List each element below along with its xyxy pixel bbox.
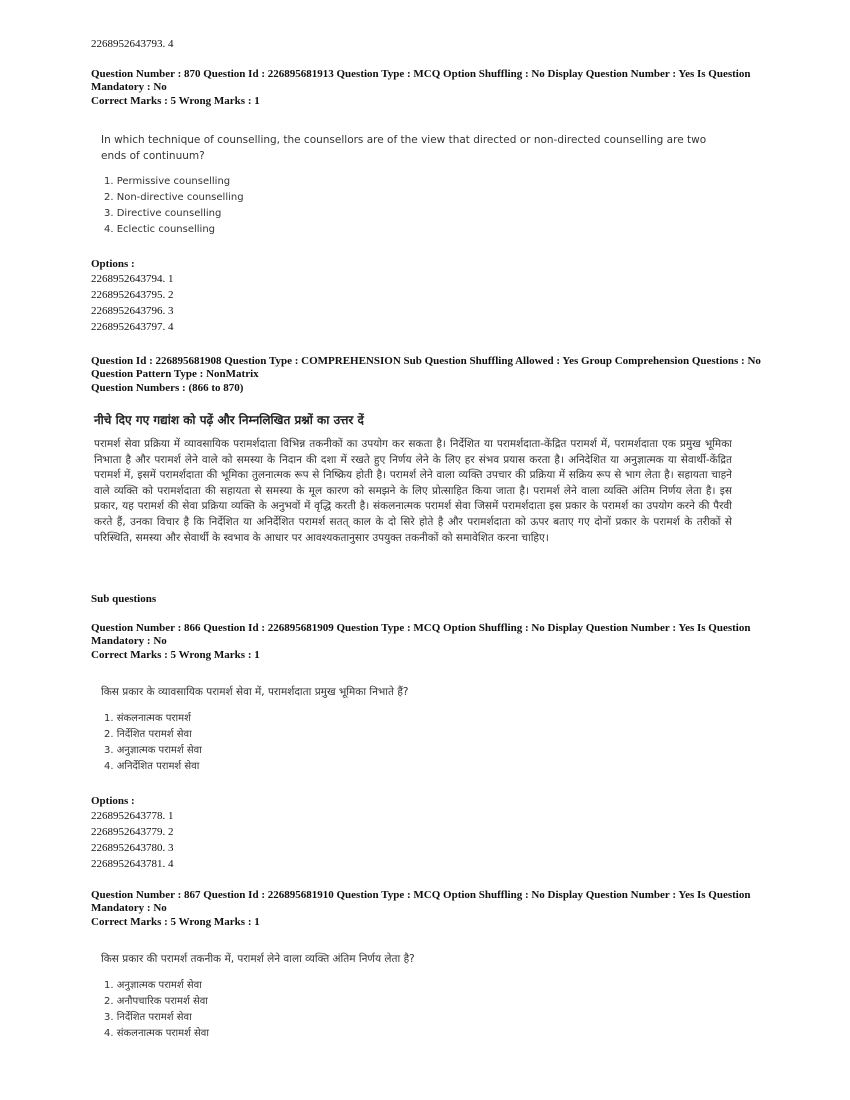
question-marks: Correct Marks : 5 Wrong Marks : 1 (91, 916, 260, 928)
answer-choice: 3. अनुज्ञात्मक परामर्श सेवा (104, 745, 202, 756)
answer-choice: 1. Permissive counselling (104, 176, 231, 187)
comprehension-header: Question Id : 226895681908 Question Type : COMPREHENSION Sub Question Shuffling Allowed : Yes Group Comprehension Questions : No (91, 355, 761, 367)
options-label: Options : (91, 795, 135, 807)
question-header: Question Number : 866 Question Id : 226895681909 Question Type : MCQ Option Shuffling : No Display Question Number : Yes Is Question (91, 622, 751, 634)
answer-choice: 3. निर्देशित परामर्श सेवा (104, 1012, 192, 1023)
answer-choice: 4. अनिर्देशित परामर्श सेवा (104, 761, 200, 772)
question-header: Question Number : 867 Question Id : 226895681910 Question Type : MCQ Option Shuffling : No Display Question Number : Yes Is Question (91, 889, 751, 901)
option-id-line: 2268952643796. 3 (91, 305, 174, 317)
passage-text: परामर्श सेवा प्रक्रिया में व्यावसायिक परामर्शदाता विभिन्न तकनीकों का उपयोग कर सकता है। निर्देशित या परामर्शदाता-केंद्रित परामर्श में, परामर्शदाता एक प्रमुख भूमिका निभाता है और परामर्श लेने वाले को समस्या के निदान की दशा में रखते हुए निर्णय लेने के लिए हर संभव प्रयास करता है। अनिदेशित या अनुज्ञात्मक या सेवार्थी-केंद्रित परामर्श में, इसमें परामर्शदाता की भूमिका तुलनात्मक रूप से निष्क्रिय होती है। परामर्श लेने वाला व्यक्ति उपचार की प्रक्रिया में सक्रिय रूप से भाग लेता है। सहायता चाहने वाले व्यक्ति को परामर्शदाता की सहायता से समस्या के मूल कारण को समझने के लिए प्रोत्साहित किया जाता है। परामर्श लेने वाला व्यक्ति अंतिम निर्णय लेता है। इस प्रकार, यह परामर्श की सेवा प्रक्रिया व्यक्ति के अनुभवों में वृद्धि करती है। संकलनात्मक परामर्श सेवा जिसमें परामर्शदाता इस प्रकार के परामर्श का उपयोग करने की पैरवी करते हैं, उनका विचार है कि निर्देशित या अनिर्देशित परामर्श सतत् काल के दो सिरे होते है और परामर्शदाता को ऊपर बताए गए दोनों प्रकार के परामर्श के तरीकों से परिस्थिति, समस्या और सेवार्थी के स्वभाव के आधार पर आवश्यकतानुसार उपयुक्त तकनीकों को समावेशित करना चाहिए। (94, 438, 732, 544)
question-header-mandatory: Mandatory : No (91, 902, 167, 914)
option-id-line: 2268952643781. 4 (91, 858, 174, 870)
comprehension-pattern: Question Pattern Type : NonMatrix (91, 368, 259, 380)
comprehension-numbers: Question Numbers : (866 to 870) (91, 382, 244, 394)
question-text: किस प्रकार के व्यावसायिक परामर्श सेवा में, परामर्शदाता प्रमुख भूमिका निभाते हैं? (101, 686, 409, 698)
question-marks: Correct Marks : 5 Wrong Marks : 1 (91, 649, 260, 661)
answer-choice: 4. Eclectic counselling (104, 224, 216, 235)
question-marks: Correct Marks : 5 Wrong Marks : 1 (91, 95, 260, 107)
sub-questions-label: Sub questions (91, 593, 157, 605)
comprehension-instruction: नीचे दिए गए गद्यांश को पढ़ें और निम्नलिखित प्रश्नों का उत्तर दें (94, 413, 364, 427)
question-text: ends of continuum? (101, 150, 205, 162)
question-header: Question Number : 870 Question Id : 226895681913 Question Type : MCQ Option Shuffling : No Display Question Number : Yes Is Question (91, 68, 751, 80)
question-header-mandatory: Mandatory : No (91, 635, 167, 647)
answer-choice: 3. Directive counselling (104, 208, 222, 219)
option-id-line: 2268952643794. 1 (91, 273, 174, 285)
question-text: In which technique of counselling, the counsellors are of the view that directed or non-directed counselling are two (101, 134, 707, 146)
answer-choice: 4. संकलनात्मक परामर्श सेवा (104, 1028, 209, 1039)
option-id-line: 2268952643778. 1 (91, 810, 174, 822)
answer-choice: 1. संकलनात्मक परामर्श (104, 713, 191, 724)
answer-choice: 1. अनुज्ञात्मक परामर्श सेवा (104, 980, 202, 991)
option-id-line: 2268952643793. 4 (91, 38, 174, 50)
option-id-line: 2268952643780. 3 (91, 842, 174, 854)
option-id-line: 2268952643795. 2 (91, 289, 174, 301)
answer-choice: 2. अनौपचारिक परामर्श सेवा (104, 996, 208, 1007)
question-text: किस प्रकार की परामर्श तकनीक में, परामर्श लेने वाला व्यक्ति अंतिम निर्णय लेता है? (101, 953, 415, 965)
options-label: Options : (91, 258, 135, 270)
comprehension-passage (94, 437, 732, 577)
answer-choice: 2. निर्देशित परामर्श सेवा (104, 729, 192, 740)
option-id-line: 2268952643797. 4 (91, 321, 174, 333)
question-header-mandatory: Mandatory : No (91, 81, 167, 93)
answer-choice: 2. Non-directive counselling (104, 192, 244, 203)
option-id-line: 2268952643779. 2 (91, 826, 174, 838)
